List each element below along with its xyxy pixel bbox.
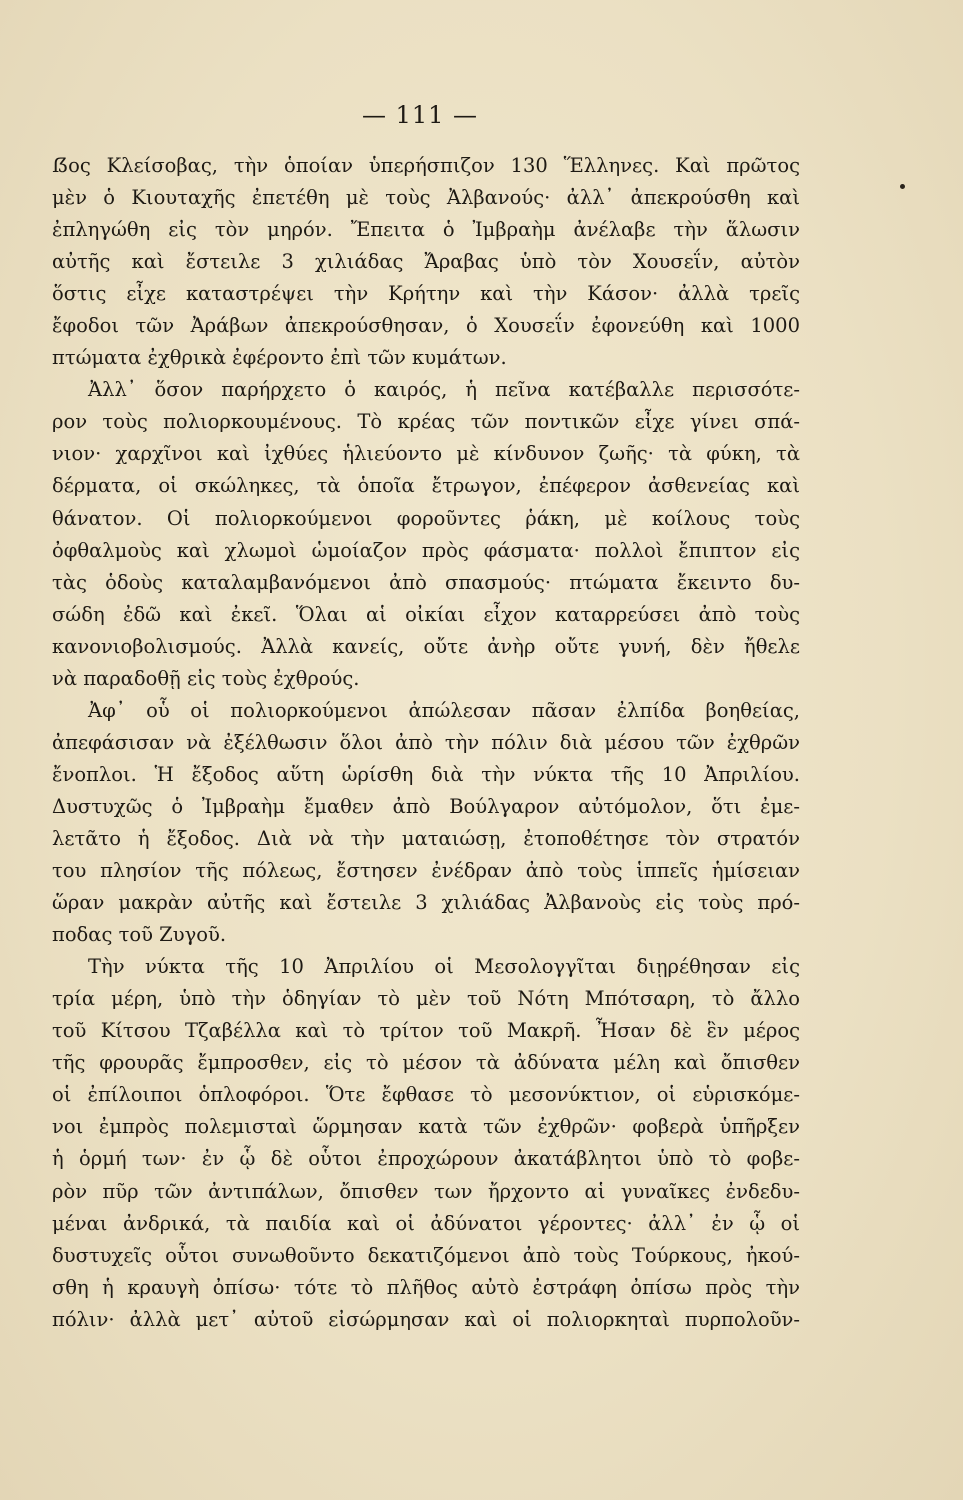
text-line: ὀφθαλμοὺς καὶ χλωμοὶ ὡμοίαζον πρὸς φάσματα· πολλοὶ ἔπιπτον εἰς (52, 538, 800, 562)
text-line: τρία μέρη, ὑπὸ τὴν ὁδηγίαν τὸ μὲν τοῦ Νότη Μπότσαρη, τὸ ἄλλο (52, 987, 800, 1011)
text-line: Τὴν νύκτα τῆς 10 Ἀπριλίου οἱ Μεσολογγῖται διῃρέθησαν εἰς (88, 955, 800, 979)
text-line: τῆς φρουρᾶς ἔμπροσθεν, εἰς τὸ μέσον τὰ ἀδύνατα μέλη καὶ ὄπισθεν (52, 1051, 800, 1075)
text-line: ὅστις εἶχε καταστρέψει τὴν Κρήτην καὶ τὴν Κάσον· ἀλλὰ τρεῖς (52, 282, 800, 306)
text-line: ἔνοπλοι. Ἡ ἔξοδος αὕτη ὡρίσθη διὰ τὴν νύκτα τῆς 10 Ἀπριλίου. (52, 762, 800, 786)
text-line: πτώματα ἐχθρικὰ ἐφέροντο ἐπὶ τῶν κυμάτων. (52, 346, 507, 370)
text-line: νιον· χαρχῖνοι καὶ ἰχθύες ἡλιεύοντο μὲ κίνδυνον ζωῆς· τὰ φύκη, τὰ (52, 442, 800, 466)
text-line: σώδη ἐδῶ καὶ ἐκεῖ. Ὅλαι αἱ οἰκίαι εἶχον καταρρεύσει ἀπὸ τοὺς (52, 602, 800, 626)
text-line: τὰς ὁδοὺς καταλαμβανόμενοι ἀπὸ σπασμούς· πτώματα ἔκειντο δυ- (52, 570, 800, 594)
page-number: — 111 — (361, 101, 479, 129)
text-line: Δυστυχῶς ὁ Ἰμβραὴμ ἔμαθεν ἀπὸ Βούλγαρον αὐτόμολον, ὅτι ἐμε- (52, 794, 800, 818)
text-line: ρον τοὺς πολιορκουμένους. Τὸ κρέας τῶν ποντικῶν εἶχε γίνει σπά- (52, 410, 800, 434)
text-line: ὥραν μακρὰν αὐτῆς καὶ ἔστειλε 3 χιλιάδας Ἀλβανοὺς εἰς τοὺς πρό- (52, 891, 800, 915)
text-line: μέναι ἀνδρικά, τὰ παιδία καὶ οἱ ἀδύνατοι γέροντες· ἀλλ᾽ ἐν ᾧ οἱ (52, 1211, 800, 1235)
text-line: οἱ ἐπίλοιποι ὁπλοφόροι. Ὅτε ἔφθασε τὸ μεσονύκτιον, οἱ εὑρισκόμε- (52, 1083, 800, 1107)
text-line: θάνατον. Οἱ πολιορκούμενοι φοροῦντες ῥάκη, μὲ κοίλους τοὺς (52, 506, 800, 530)
text-line: του πλησίον τῆς πόλεως, ἔστησεν ἐνέδραν ἀπὸ τοὺς ἱππεῖς ἡμίσειαν (52, 859, 800, 883)
text-line: πόλιν· ἀλλὰ μετ᾽ αὐτοῦ εἰσώρμησαν καὶ οἱ πολιορκηταὶ πυρπολοῦν- (52, 1307, 800, 1331)
ink-speck (900, 184, 905, 189)
text-line: ἀπεφάσισαν νὰ ἐξέλθωσιν ὅλοι ἀπὸ τὴν πόλιν διὰ μέσου τῶν ἐχθρῶν (52, 730, 800, 754)
text-line: τοῦ Κίτσου Τζαβέλλα καὶ τὸ τρίτον τοῦ Μακρῆ. Ἦσαν δὲ ἓν μέρος (52, 1019, 800, 1043)
text-line: μὲν ὁ Κιουταχῆς ἐπετέθη μὲ τοὺς Ἀλβανούς· ἀλλ᾽ ἀπεκρούσθη καὶ (52, 186, 800, 210)
text-line: δυστυχεῖς οὗτοι συνωθοῦντο δεκατιζόμενοι ἀπὸ τοὺς Τούρκους, ἠκού- (52, 1243, 800, 1267)
text-line: νοι ἐμπρὸς πολεμισταὶ ὥρμησαν κατὰ τῶν ἐχθρῶν· φοβερὰ ὑπῆρξεν (52, 1115, 800, 1139)
text-line: δέρματα, οἱ σκώληκες, τὰ ὁποῖα ἔτρωγον, ἐπέφερον ἀσθενείας καὶ (52, 474, 800, 498)
text-line: ἐπληγώθη εἰς τὸν μηρόν. Ἔπειτα ὁ Ἰμβραὴμ ἀνέλαβε τὴν ἅλωσιν (52, 218, 800, 242)
text-line: σθη ἡ κραυγὴ ὀπίσω· τότε τὸ πλῆθος αὐτὸ ἐστράφη ὀπίσω πρὸς τὴν (52, 1275, 800, 1299)
text-line: Ἀφ᾽ οὗ οἱ πολιορκούμενοι ἀπώλεσαν πᾶσαν ἐλπίδα βοηθείας, (88, 698, 800, 722)
body-text (52, 150, 800, 1336)
text-line: λετᾶτο ἡ ἔξοδος. Διὰ νὰ τὴν ματαιώσῃ, ἐτοποθέτησε τὸν στρατόν (52, 826, 800, 850)
text-line: αὐτῆς καὶ ἔστειλε 3 χιλιάδας Ἄραβας ὑπὸ τὸν Χουσεΐν, αὐτὸν (52, 250, 800, 274)
text-line: ẞος Κλείσοβας, τὴν ὁποίαν ὑπερήσπιζον 130 Ἕλληνες. Καὶ πρῶτος (52, 154, 800, 177)
text-line: ἡ ὁρμή των· ἐν ᾧ δὲ οὗτοι ἐπροχώρουν ἀκατάβλητοι ὑπὸ τὸ φοβε- (52, 1147, 800, 1171)
text-line: ἔφοδοι τῶν Ἀράβων ἀπεκρούσθησαν, ὁ Χουσεΐν ἐφονεύθη καὶ 1000 (52, 314, 800, 338)
text-line: ποδας τοῦ Ζυγοῦ. (52, 923, 227, 947)
text-line: ρὸν πῦρ τῶν ἀντιπάλων, ὄπισθεν των ἤρχοντο αἱ γυναῖκες ἐνδεδυ- (52, 1179, 800, 1203)
text-line: κανονιοβολισμούς. Ἀλλὰ κανείς, οὔτε ἀνὴρ οὔτε γυνή, δὲν ἤθελε (52, 634, 800, 658)
text-line: νὰ παραδοθῇ εἰς τοὺς ἐχθρούς. (52, 666, 360, 690)
text-line: Ἀλλ᾽ ὅσον παρήρχετο ὁ καιρός, ἡ πεῖνα κατέβαλλε περισσότε- (88, 378, 800, 402)
